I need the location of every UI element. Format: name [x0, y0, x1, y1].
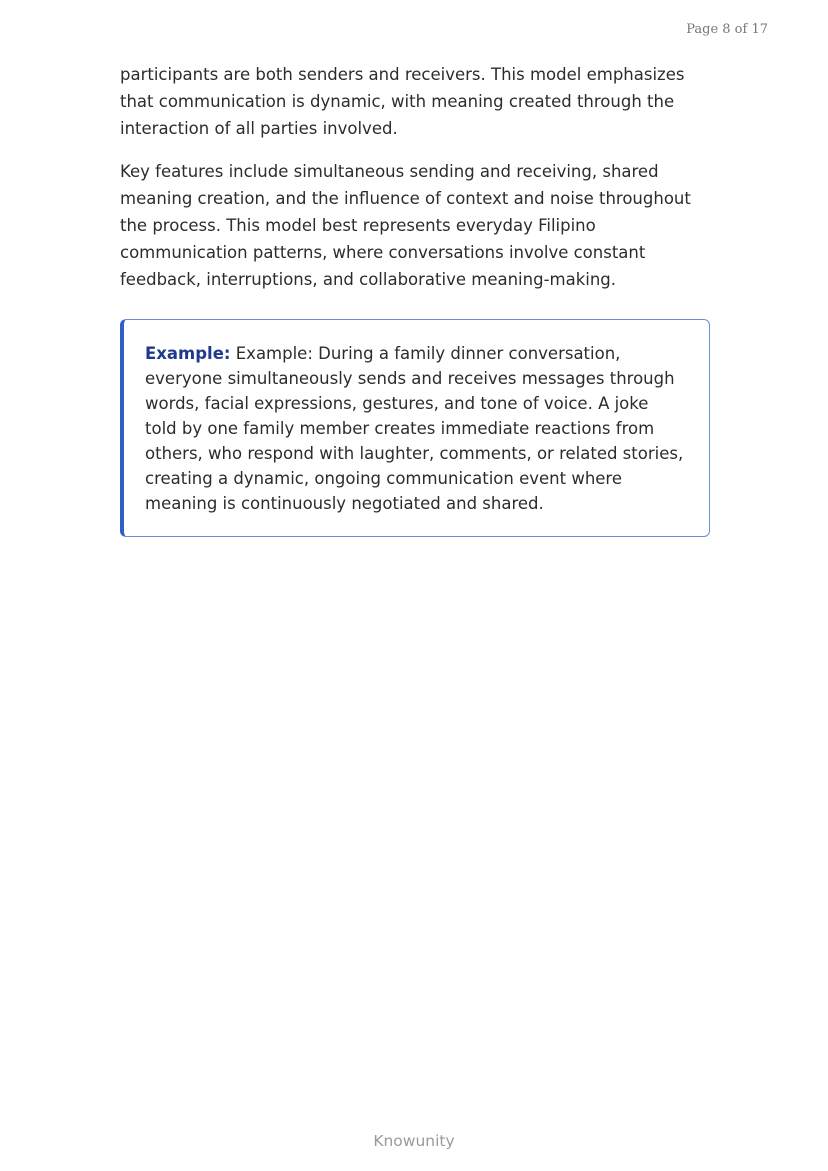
page-number: Page 8 of 17 — [686, 22, 768, 37]
footer-brand: Knowunity — [373, 1132, 455, 1150]
document-body — [120, 61, 710, 537]
paragraph-2: Key features include simultaneous sending and receiving, shared meaning creation, and the influence of context and noise throughout the process. This model best represents everyday Filipino communication patterns, where conversations involve constant feedback, interruptions, and collaborative meaning-making. — [120, 162, 691, 289]
example-content — [145, 341, 685, 516]
example-text: Example: During a family dinner conversation, everyone simultaneously sends and receives messages through words, facial expressions, gestures, and tone of voice. A joke told by one family member creates immediate reactions from others, who respond with laughter, comments, or related stories, creating a dynamic, ongoing communication event where meaning is continuously negotiated and shared. — [145, 344, 684, 513]
example-label: Example: — [145, 344, 231, 363]
example-callout — [120, 319, 710, 537]
paragraph-1: participants are both senders and receivers. This model emphasizes that communication is dynamic, with meaning created through the interaction of all parties involved. — [120, 65, 685, 138]
